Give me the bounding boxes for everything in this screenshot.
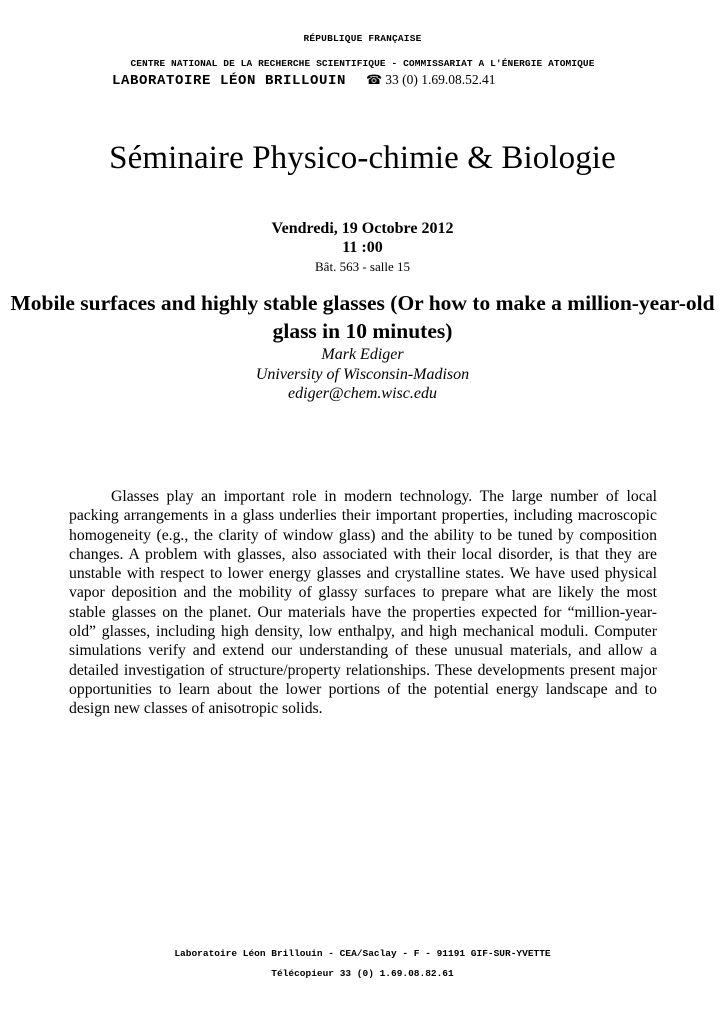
seminar-location: Bât. 563 - salle 15 xyxy=(315,259,410,274)
republique-header: RÉPUBLIQUE FRANÇAISE xyxy=(303,33,422,44)
speaker-name: Mark Ediger xyxy=(321,346,404,363)
phone-number: 33 (0) 1.69.08.52.41 xyxy=(385,72,496,87)
laboratory-name: LABORATOIRE LÉON BRILLOUIN xyxy=(112,73,347,89)
laboratory-line xyxy=(112,71,496,89)
speaker-email: ediger@chem.wisc.edu xyxy=(288,385,437,402)
seminar-date: Vendredi, 19 Octobre 2012 xyxy=(271,220,454,237)
talk-title: Mobile surfaces and highly stable glasses (Or how to make a million-year-old glass in 10 minutes) xyxy=(10,291,715,343)
institution-header: CENTRE NATIONAL DE LA RECHERCHE SCIENTIFIQUE - COMMISSARIAT A L'ÉNERGIE ATOMIQUE xyxy=(130,58,595,69)
seminar-title: Séminaire Physico-chimie & Biologie xyxy=(109,140,616,176)
footer-address: Laboratoire Léon Brillouin - CEA/Saclay - F - 91191 GIF-SUR-YVETTE xyxy=(174,948,551,959)
seminar-time: 11 :00 xyxy=(342,239,383,256)
telephone-icon: ☎ xyxy=(366,73,383,88)
footer-fax: Télécopieur 33 (0) 1.69.08.82.61 xyxy=(271,968,454,979)
abstract-paragraph: Glasses play an important role in modern technology. The large number of local packing arrangements in a glass underlies their important properties, including macroscopic homogeneity (e.g., the clarity of window glass) and the ability to be tuned by composition changes. A problem with glasses, also associated with their local disorder, is that they are unstable with respect to lower energy glasses and crystalline states. We have used physical vapor deposition and the mobility of glassy surfaces to prepare what are likely the most stable glasses on the planet. Our materials have the properties expected for “million-year-old” glasses, including high density, low enthalpy, and high mechanical moduli. Computer simulations verify and extend our understanding of these unusual materials, and allow a detailed investigation of structure/property relationships. These developments present major opportunities to learn about the lower portions of the potential energy landscape and to design new classes of anisotropic solids. xyxy=(69,488,657,718)
speaker-affiliation: University of Wisconsin-Madison xyxy=(255,366,470,383)
